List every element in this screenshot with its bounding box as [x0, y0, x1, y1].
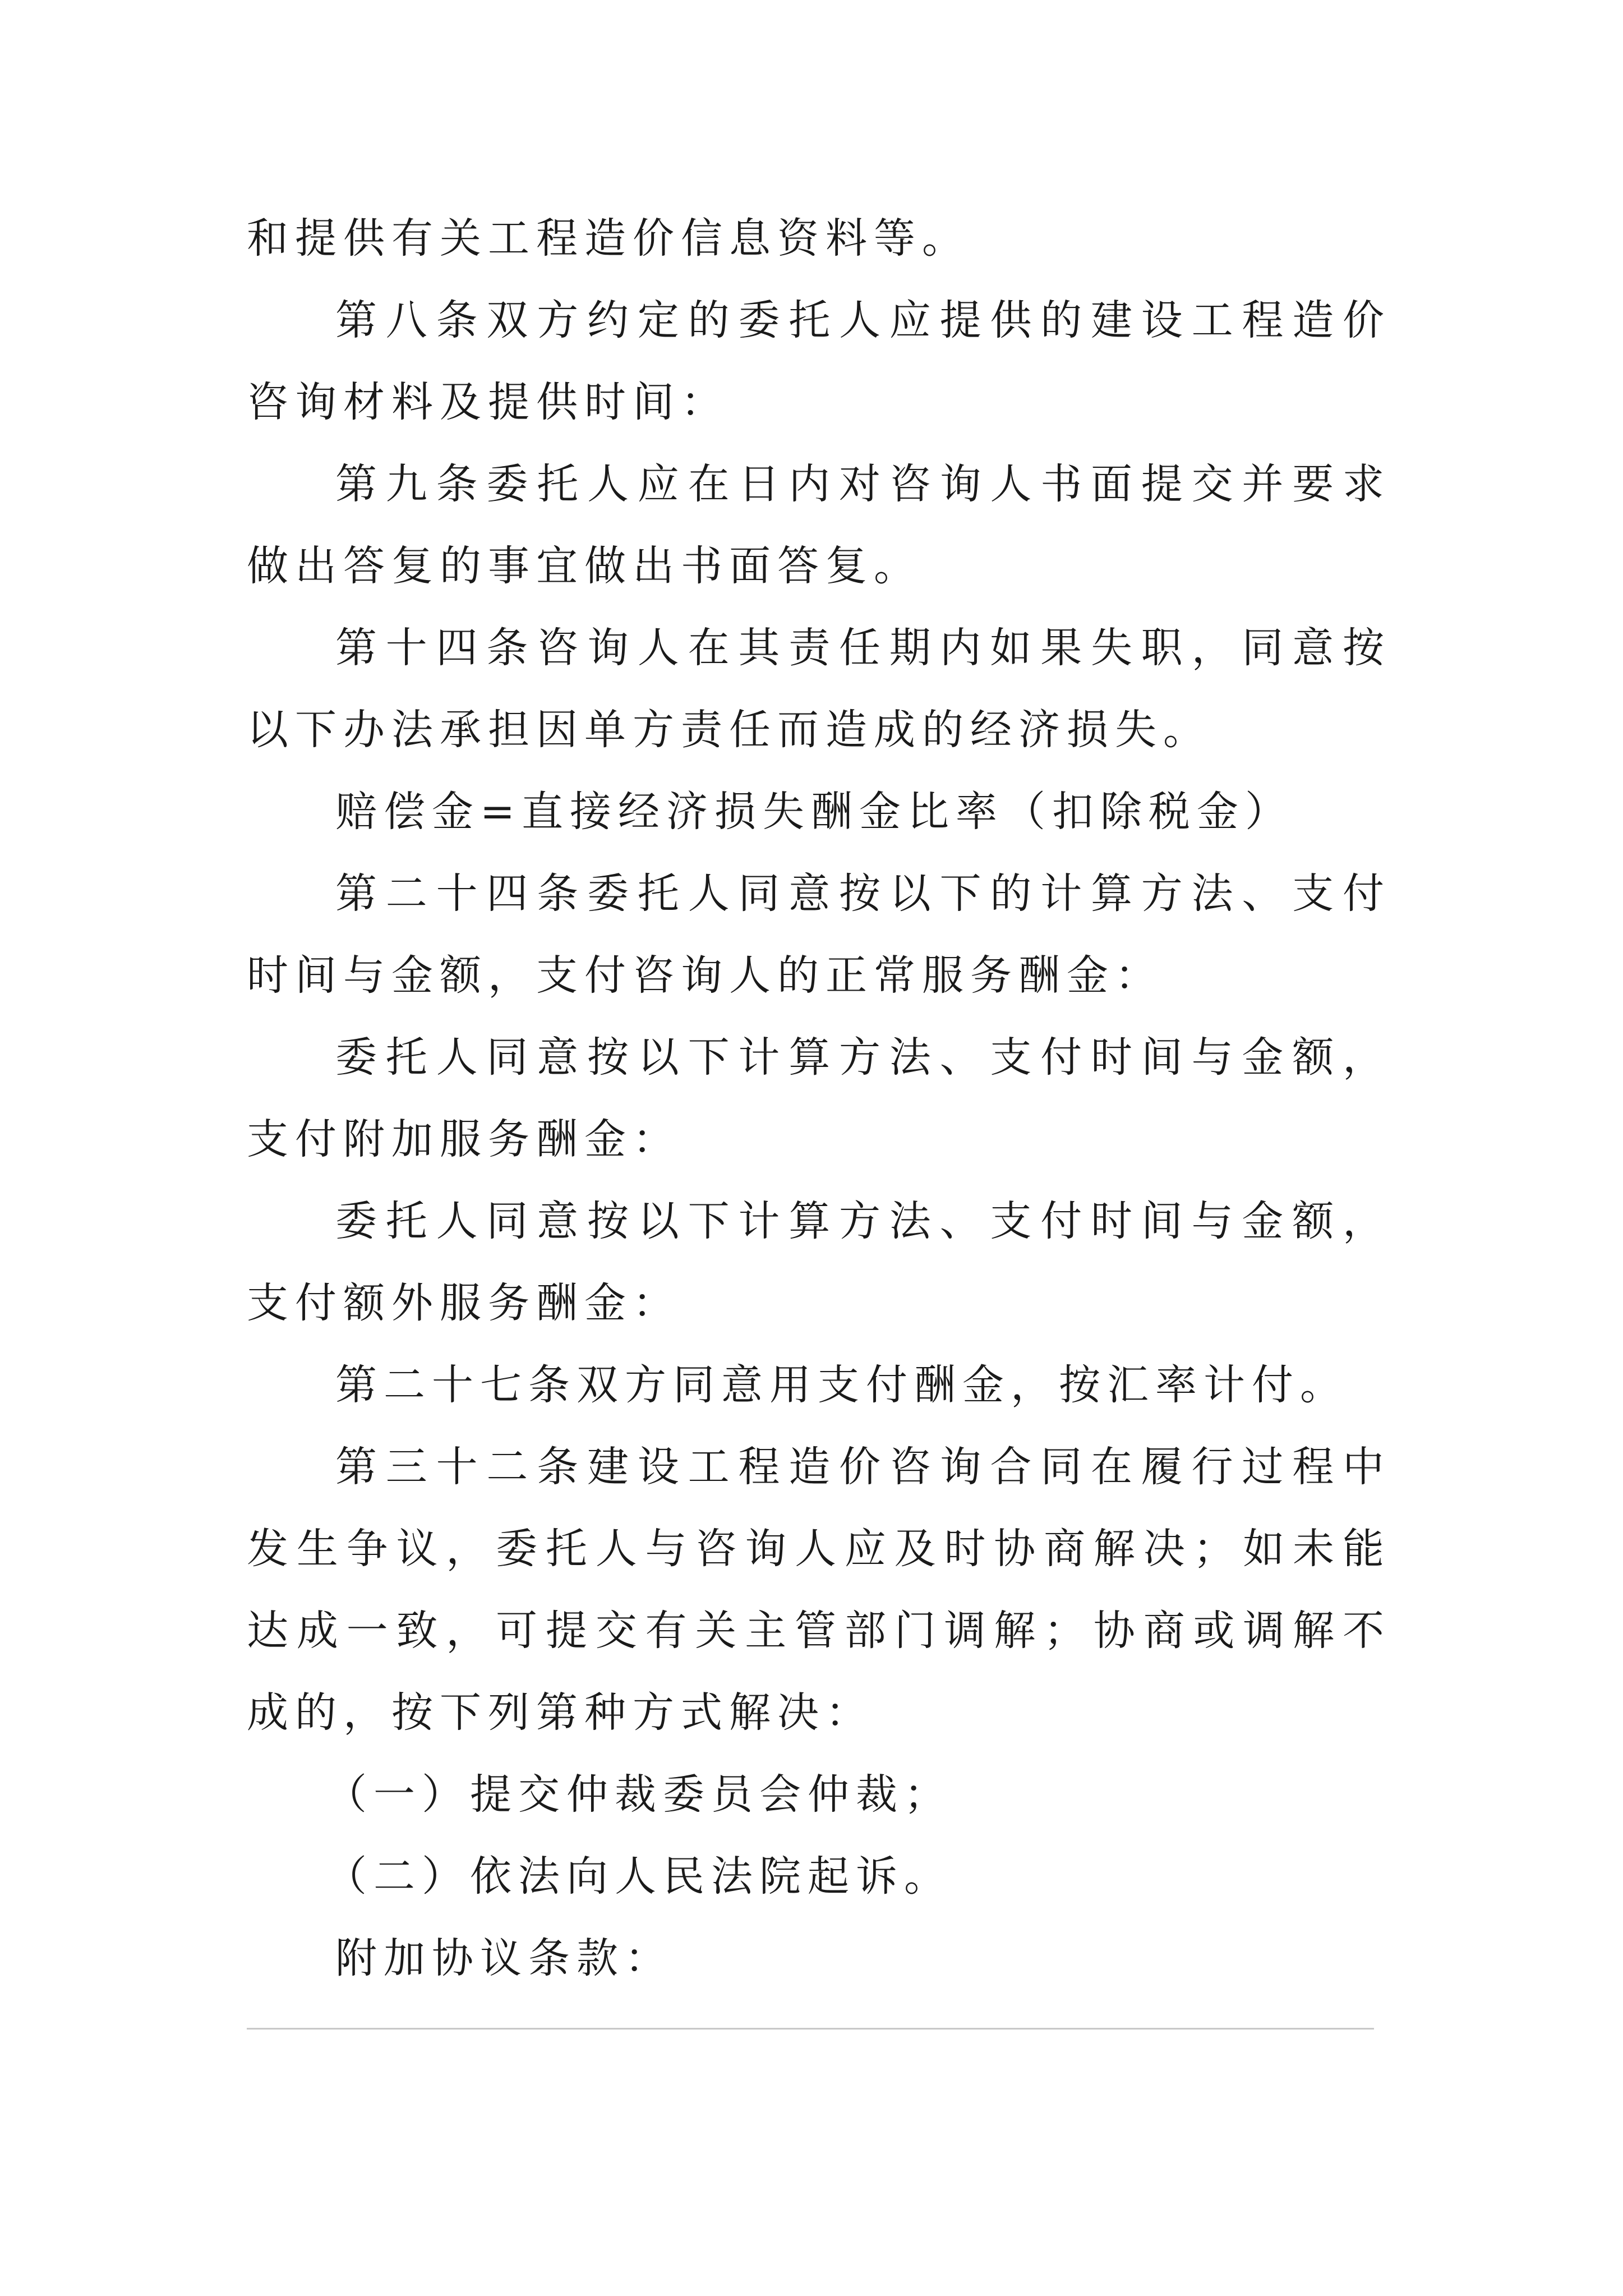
paragraph-option-2: （二）依法向人民法院起诉。 [325, 1852, 952, 1901]
paragraph-article-8: 第八条双方约定的委托人应提供的建设工程造价咨询材料及提供时间： [247, 296, 1391, 426]
paragraph-compensation-formula: 赔偿金=直接经济损失酬金比率（扣除税金） [335, 788, 1294, 836]
paragraph-extra-fee: 委托人同意按以下计算方法、支付时间与金额，支付额外服务酬金： [247, 1197, 1391, 1327]
paragraph-article-24: 第二十四条委托人同意按以下的计算方法、支付时间与金额，支付咨询人的正常服务酬金： [247, 869, 1391, 1000]
paragraph-option-1: （一）提交仲裁委员会仲裁； [325, 1770, 952, 1819]
paragraph-article-32: 第三十二条建设工程造价咨询合同在履行过程中发生争议，委托人与咨询人应及时协商解决；如未能达成一致，可提交有关主管部门调解；协商或调解不成的，按下列第种方式解决： [247, 1443, 1391, 1737]
paragraph-article-27: 第二十七条双方同意用支付酬金，按汇率计付。 [335, 1361, 1348, 1409]
paragraph-article-14: 第十四条咨询人在其责任期内如果失职，同意按以下办法承担因单方责任而造成的经济损失。 [247, 624, 1391, 754]
paragraph-additional-fee: 委托人同意按以下计算方法、支付时间与金额，支付附加服务酬金： [247, 1033, 1391, 1163]
paragraph-continuation: 和提供有关工程造价信息资料等。 [247, 214, 970, 263]
paragraph-article-9: 第九条委托人应在日内对咨询人书面提交并要求做出答复的事宜做出书面答复。 [247, 460, 1391, 590]
document-body [247, 197, 1391, 1999]
paragraph-supplementary-terms: 附加协议条款： [335, 1934, 673, 1982]
footer-divider [247, 2028, 1374, 2030]
